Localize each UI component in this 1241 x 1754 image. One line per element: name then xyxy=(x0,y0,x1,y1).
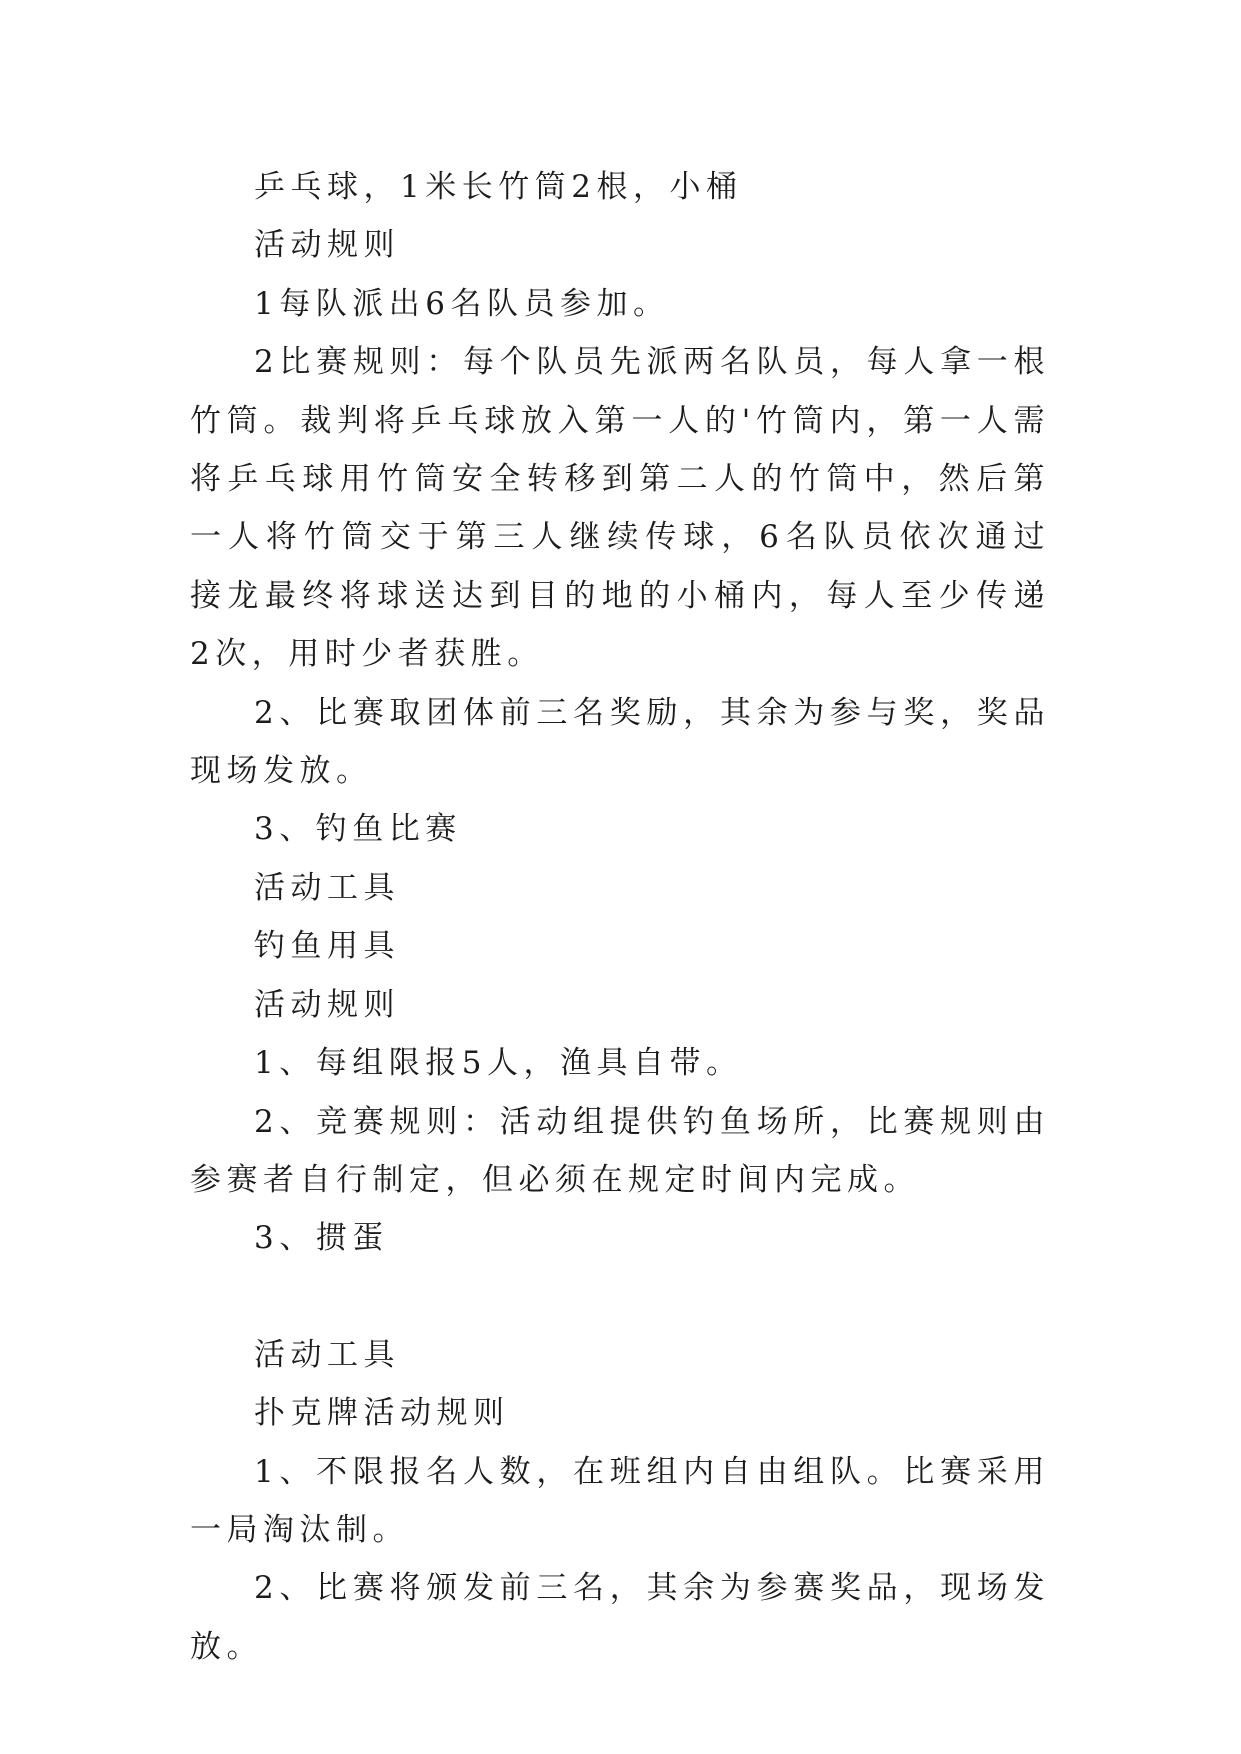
paragraph-heading-rules-2: 活动规则 xyxy=(254,986,400,1023)
paragraph-heading-tools-2: 活动工具 xyxy=(254,1336,400,1373)
paragraph-relay-rules: 2比赛规则：每个队员先派两名队员，每人拿一根竹筒。裁判将乒乓球放入第一人的'竹筒内，第一人需将乒乓球用竹筒安全转移到第二人的竹筒中，然后第一人将竹筒交于第三人继续传球，6名队员依次通过接龙最终将球送达到目的地的小桶内，每人至少传递2次，用时少者获胜。 xyxy=(190,344,1050,673)
paragraph-fishing-tools: 钓鱼用具 xyxy=(254,928,400,965)
paragraph-guandan-title: 3、掼蛋 xyxy=(254,1220,389,1257)
paragraph-cards-rules-heading: 扑克牌活动规则 xyxy=(254,1395,510,1432)
paragraph-equipment-pingpong: 乒乓球，1米长竹筒2根，小桶 xyxy=(254,169,743,205)
paragraph-gap xyxy=(190,1268,1050,1326)
paragraph-relay-awards: 2、比赛取团体前三名奖励，其余为参与奖，奖品现场发放。 xyxy=(190,694,1050,790)
paragraph-cards-registration: 1、不限报名人数，在班组内自由组队。比赛采用一局淘汰制。 xyxy=(190,1453,1050,1548)
paragraph-heading-rules-1: 活动规则 xyxy=(254,227,400,264)
paragraph-fishing-rules: 2、竞赛规则：活动组提供钓鱼场所，比赛规则由参赛者自行制定，但必须在规定时间内完成。 xyxy=(190,1103,1050,1198)
paragraph-team-size: 1每队派出6名队员参加。 xyxy=(254,285,670,322)
paragraph-fishing-title: 3、钓鱼比赛 xyxy=(254,811,462,848)
document-body xyxy=(190,158,1050,1676)
paragraph-cards-awards: 2、比赛将颁发前三名，其余为参赛奖品，现场发放。 xyxy=(190,1570,1050,1665)
paragraph-fishing-limit: 1、每组限报5人，渔具自带。 xyxy=(254,1045,743,1082)
paragraph-heading-tools-1: 活动工具 xyxy=(254,869,400,906)
